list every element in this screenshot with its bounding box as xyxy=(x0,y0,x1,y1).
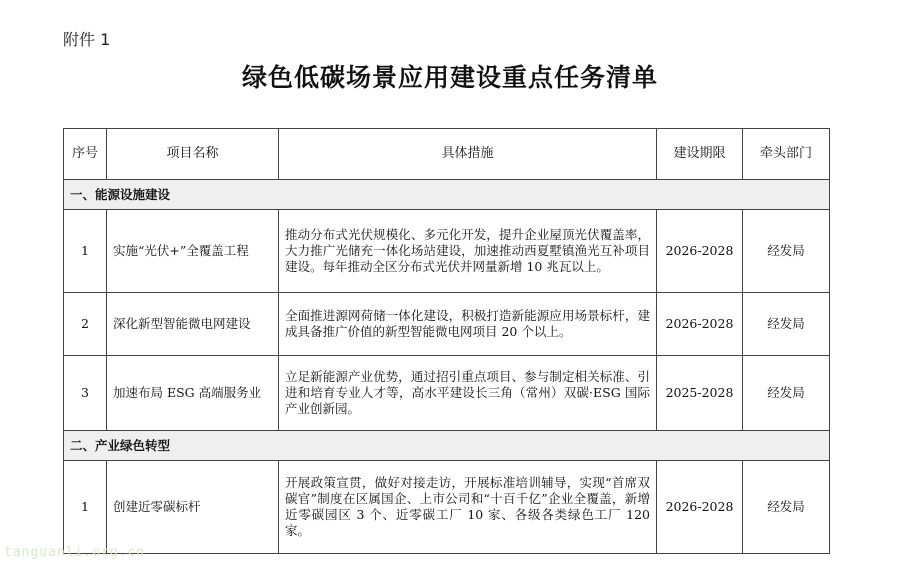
row-dept: 经发局 xyxy=(743,293,830,356)
header-period: 建设期限 xyxy=(657,129,743,180)
section-row xyxy=(64,431,830,461)
row-period: 2026-2028 xyxy=(657,293,743,356)
row-dept: 经发局 xyxy=(743,461,830,554)
row-project-name: 加速布局 ESG 高端服务业 xyxy=(107,356,279,431)
row-project-name: 实施“光伏+”全覆盖工程 xyxy=(107,210,279,293)
row-no: 3 xyxy=(64,356,107,431)
table-header-row xyxy=(64,129,830,180)
header-measure: 具体措施 xyxy=(279,129,657,180)
row-measure: 推动分布式光伏规模化、多元化开发，提升企业屋顶光伏覆盖率，大力推广光储充一体化场站建设，加速推动西夏墅镇渔光互补项目建设。每年推动全区分布式光伏并网量新增 10 兆瓦以上。 xyxy=(279,210,657,293)
row-no: 1 xyxy=(64,210,107,293)
header-no: 序号 xyxy=(64,129,107,180)
row-project-name: 创建近零碳标杆 xyxy=(107,461,279,554)
header-dept: 牵头部门 xyxy=(743,129,830,180)
row-measure: 开展政策宣贯，做好对接走访，开展标准培训辅导，实现“首席双碳官”制度在区属国企、上市公司和“十百千亿”企业全覆盖，新增近零碳园区 3 个、近零碳工厂 10 家、各级各类绿色工厂 120 家。 xyxy=(279,461,657,554)
row-no: 1 xyxy=(64,461,107,554)
row-no: 2 xyxy=(64,293,107,356)
section-title: 一、能源设施建设 xyxy=(64,180,830,210)
row-measure: 全面推进源网荷储一体化建设，积极打造新能源应用场景标杆，建成具备推广价值的新型智能微电网项目 20 个以上。 xyxy=(279,293,657,356)
watermark: tanguanli.org.cn xyxy=(4,545,146,560)
header-name: 项目名称 xyxy=(107,129,279,180)
row-period: 2026-2028 xyxy=(657,461,743,554)
section-title: 二、产业绿色转型 xyxy=(64,431,830,461)
row-measure: 立足新能源产业优势，通过招引重点项目、参与制定相关标准、引进和培育专业人才等，高水平建设长三角（常州）双碳·ESG 国际产业创新园。 xyxy=(279,356,657,431)
row-dept: 经发局 xyxy=(743,356,830,431)
row-period: 2025-2028 xyxy=(657,356,743,431)
table-row xyxy=(64,293,830,356)
task-table xyxy=(63,128,830,554)
table-row xyxy=(64,356,830,431)
row-period: 2026-2028 xyxy=(657,210,743,293)
attachment-label: 附件 1 xyxy=(63,30,111,49)
row-project-name: 深化新型智能微电网建设 xyxy=(107,293,279,356)
table-row xyxy=(64,461,830,554)
document-title: 绿色低碳场景应用建设重点任务清单 xyxy=(241,63,658,92)
row-dept: 经发局 xyxy=(743,210,830,293)
section-row xyxy=(64,180,830,210)
table-row xyxy=(64,210,830,293)
